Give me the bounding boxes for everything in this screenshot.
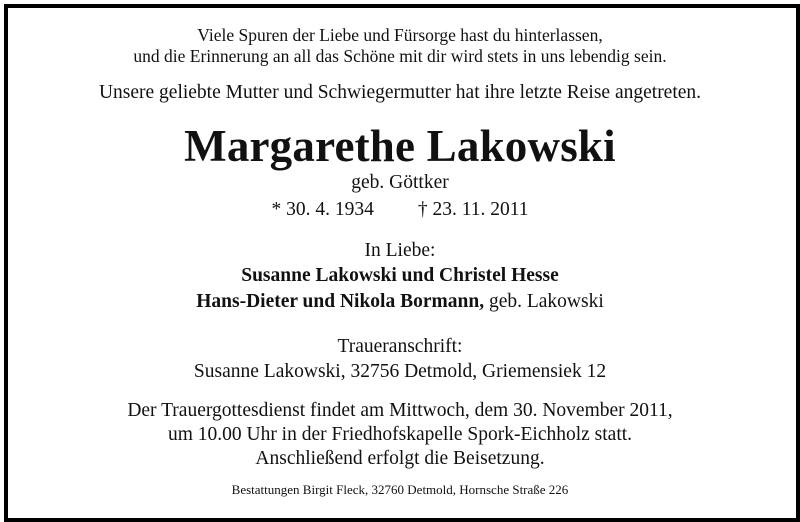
address-label: Traueranschrift:	[337, 336, 463, 357]
mourners-line-2-birthname: geb. Lakowski	[488, 291, 604, 312]
service-line-3: Anschließend erfolgt die Beisetzung.	[255, 448, 545, 469]
birth-name: geb. Göttker	[351, 172, 449, 193]
mourners-line-2	[0, 292, 800, 312]
funeral-home: Bestattungen Birgit Fleck, 32760 Detmold, Hornsche Straße 226	[231, 482, 569, 497]
verse-line-1: Viele Spuren der Liebe und Fürsorge hast du hinterlassen,	[197, 25, 603, 45]
deceased-name: Margarethe Lakowski	[184, 121, 616, 171]
service-line-2: um 10.00 Uhr in der Friedhofskapelle Spork-Eichholz statt.	[167, 424, 633, 445]
life-dates	[0, 200, 800, 220]
address-value: Susanne Lakowski, 32756 Detmold, Griemensiek 12	[193, 361, 607, 382]
service-line-1: Der Trauergottesdienst findet am Mittwoch, dem 30. November 2011,	[127, 400, 673, 421]
mourners-line-2-names: Hans-Dieter und Nikola Bormann,	[196, 291, 485, 312]
mourners-line-1: Susanne Lakowski und Christel Hesse	[241, 265, 559, 286]
mourners-label: In Liebe:	[364, 240, 436, 261]
intro-text: Unsere geliebte Mutter und Schwiegermutter hat ihre letzte Reise angetreten.	[98, 82, 702, 103]
death-date: † 23. 11. 2011	[417, 199, 529, 220]
birth-date: * 30. 4. 1934	[271, 199, 374, 220]
verse-line-2: und die Erinnerung an all das Schöne mit dir wird stets in uns lebendig sein.	[133, 46, 667, 66]
